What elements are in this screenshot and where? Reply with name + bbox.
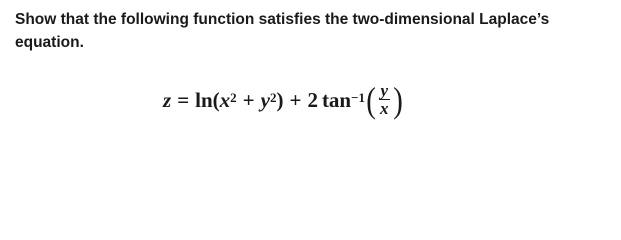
equals-sign: = [177,87,190,112]
var-y: y [260,87,270,112]
close-paren: ) [276,87,284,112]
fraction-denominator: x [380,99,389,118]
equation-lhs: z [163,87,172,112]
fraction [378,83,391,117]
plus-sign-2: + [289,87,302,112]
coefficient: 2 [307,87,318,112]
var-x: x [219,87,231,112]
plus-sign: + [242,87,255,112]
ln-function: ln [195,87,213,112]
frac-open-paren: ( [366,80,376,120]
frac-close-paren: ) [392,80,403,120]
tan-function: tan [321,87,352,112]
problem-statement: Show that the following function satisfies the two-dimensional Laplace’s equation. [15,11,550,51]
fraction-numerator: y [380,81,389,100]
laplace-equation: z = ln ( x $^2$ + y $^2$ ) + 2 tan $^{-1}$ ( $\frac{y}{x}$ ) [163,80,403,120]
open-paren: ( [212,87,220,112]
